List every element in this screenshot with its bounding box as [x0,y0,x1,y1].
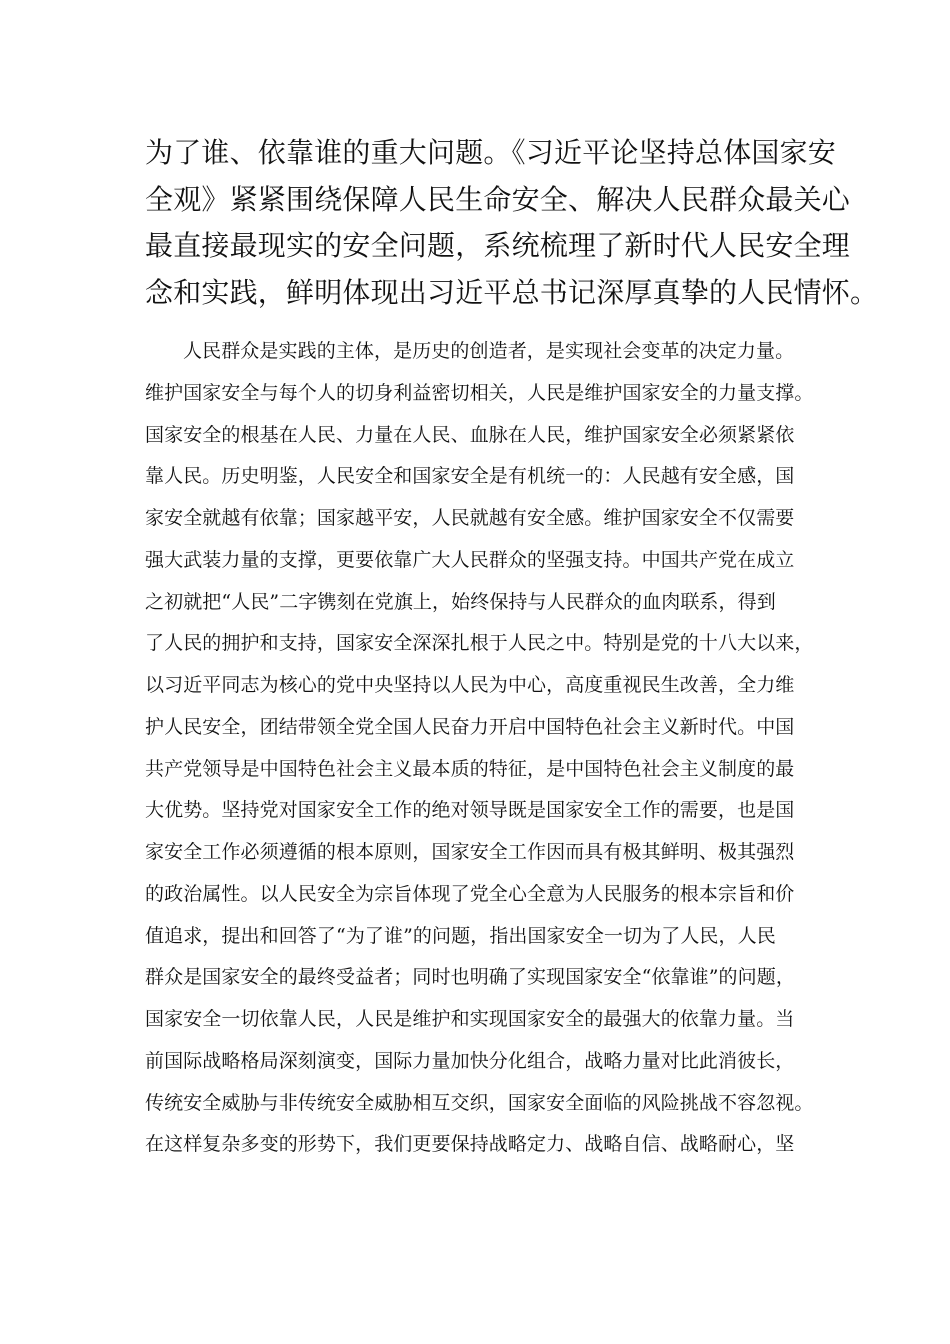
text-line: 家安全工作必须遵循的根本原则，国家安全工作因而具有极其鲜明、极其强烈 [145,841,795,863]
text-line: 家安全就越有依靠；国家越平安，人民就越有安全感。维护国家安全不仅需要 [145,507,795,529]
text-line: 念和实践，鲜明体现出习近平总书记深厚真挚的人民情怀。 [145,276,879,310]
text-line: 最直接最现实的安全问题，系统梳理了新时代人民安全理 [145,229,851,263]
text-line: 群众是国家安全的最终受益者；同时也明确了实现国家安全“依靠谁”的问题， [145,966,795,989]
text-line: 前国际战略格局深刻演变，国际力量加快分化组合，战略力量对比此消彼长， [145,1049,795,1072]
text-line: 护人民安全，团结带领全党全国人民奋力开启中国特色社会主义新时代。中国 [145,715,795,738]
text-line: 靠人民。历史明鉴，人民安全和国家安全是有机统一的：人民越有安全感，国 [145,465,795,488]
text-line: 之初就把“人民”二字镌刻在党旗上，始终保持与人民群众的血肉联系，得到 [145,590,776,613]
intro-paragraph [145,130,878,317]
text-line: 以习近平同志为核心的党中央坚持以人民为中心，高度重视民生改善，全力维 [145,674,795,696]
text-line: 为了谁、依靠谁的重大问题。《习近平论坚持总体国家安 [145,136,837,169]
text-line: 传统安全威胁与非传统安全威胁相互交织，国家安全面临的风险挑战不容忽视。 [145,1091,814,1114]
text-line: 维护国家安全与每个人的切身利益密切相关，人民是维护国家安全的力量支撑。 [145,381,814,404]
text-line: 人民群众是实践的主体，是历史的创造者，是实现社会变革的决定力量。 [183,340,795,362]
body-paragraph [145,331,814,1166]
text-line: 了人民的拥护和支持，国家安全深深扎根于人民之中。特别是党的十八大以来， [145,632,814,655]
text-line: 强大武装力量的支撑，更要依靠广大人民群众的坚强支持。中国共产党在成立 [145,548,795,571]
text-line: 国家安全的根基在人民、力量在人民、血脉在人民，维护国家安全必须紧紧依 [145,423,795,446]
text-line: 共产党领导是中国特色社会主义最本质的特征，是中国特色社会主义制度的最 [145,757,795,780]
text-line: 大优势。坚持党对国家安全工作的绝对领导既是国家安全工作的需要，也是国 [145,799,795,822]
text-line: 国家安全一切依靠人民，人民是维护和实现国家安全的最强大的依靠力量。当 [145,1008,795,1030]
text-line: 在这样复杂多变的形势下，我们更要保持战略定力、战略自信、战略耐心，坚 [145,1133,795,1156]
text-line: 的政治属性。以人民安全为宗旨体现了党全心全意为人民服务的根本宗旨和价 [145,882,795,905]
text-line: 值追求，提出和回答了“为了谁”的问题，指出国家安全一切为了人民，人民 [145,924,776,947]
text-line: 全观》紧紧围绕保障人民生命安全、解决人民群众最关心 [145,182,851,216]
